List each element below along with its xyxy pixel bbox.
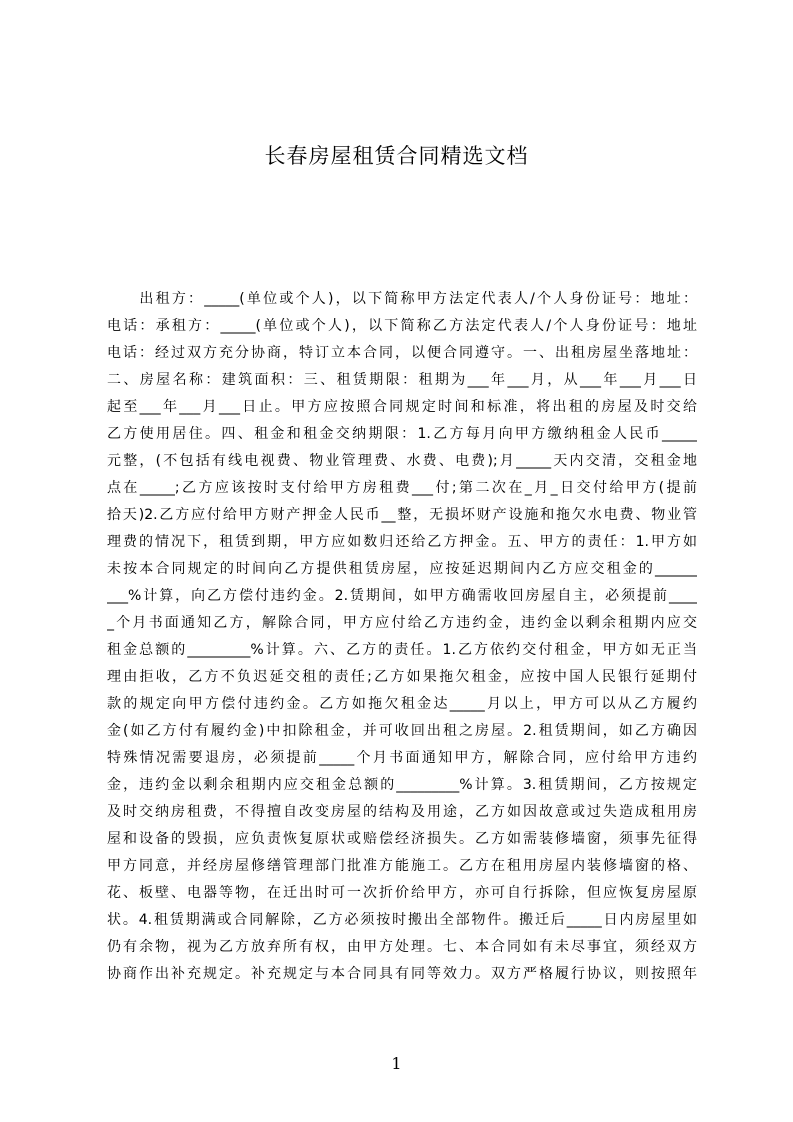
body-line: 拾天)2.乙方应付给甲方财产押金人民币__整，无损坏财产设施和拖欠水电费、物业管: [107, 507, 697, 523]
body-line: 点在_____;乙方应该按时支付给甲方房租费___付;第二次在_月_日交付给甲方(提前: [107, 480, 697, 496]
body-line: 理由拒收，乙方不负迟延交租的责任;乙方如果拖欠租金，应按中国人民银行延期付: [107, 669, 697, 685]
body-line: 仍有余物，视为乙方放弃所有权，由甲方处理。七、本合同如有未尽事宜，须经双方: [107, 939, 697, 955]
body-line: 状。4.租赁期满或合同解除，乙方必须按时搬出全部物件。搬迁后_____日内房屋里如: [107, 912, 697, 928]
body-line: 花、板壁、电器等物，在迁出时可一次折价给甲方，亦可自行拆除，但应恢复房屋原: [107, 885, 697, 901]
body-line: 乙方使用居住。四、租金和租金交纳期限：1.乙方每月向甲方缴纳租金人民币_____: [107, 426, 697, 442]
body-line: 及时交纳房租费，不得擅自改变房屋的结构及用途，乙方如因故意或过失造成租用房: [107, 804, 697, 820]
body-line: 金，违约金以剩余租期内应交租金总额的_________%计算。3.租赁期间，乙方按规定: [107, 777, 697, 793]
body-line: 特殊情况需要退房，必须提前_____个月书面通知甲方，解除合同，应付给甲方违约: [107, 750, 697, 766]
body-line: 甲方同意，并经房屋修缮管理部门批准方能施工。乙方在租用房屋内装修墙窗的格、: [107, 858, 697, 874]
page-number: 1: [391, 1054, 402, 1073]
body-line: 协商作出补充规定。补充规定与本合同具有同等效力。双方严格履行协议，则按照年: [107, 966, 697, 982]
page-title: 长春房屋租赁合同精选文档: [264, 144, 529, 168]
body-line: 屋和设备的毁损，应负责恢复原状或赔偿经济损失。乙方如需装修墙窗，须事先征得: [107, 831, 697, 847]
body-line: 元整，(不包括有线电视费、物业管理费、水费、电费);月_____天内交清，交租金地: [107, 453, 697, 469]
body-line: ___%计算，向乙方偿付违约金。2.赁期间，如甲方确需收回房屋自主，必须提前____: [107, 588, 697, 604]
body-line: 金(如乙方付有履约金)中扣除租金，并可收回出租之房屋。2.租赁期间，如乙方确因: [107, 723, 697, 739]
body-line: _个月书面通知乙方，解除合同，甲方应付给乙方违约金，违约金以剩余租期内应交: [107, 615, 697, 631]
body-line: 起至___年___月___日止。甲方应按照合同规定时间和标准，将出租的房屋及时交给: [107, 399, 697, 415]
body-line: 二、房屋名称：建筑面积：三、租赁期限：租期为___年___月，从___年___月___日: [107, 372, 697, 388]
body-line: 未按本合同规定的时间向乙方提供租赁房屋，应按延迟期间内乙方应交租金的______: [107, 561, 697, 577]
body-line: 电话：承租方：_____(单位或个人)，以下简称乙方法定代表人/个人身份证号：地址: [107, 318, 697, 334]
body-line: 租金总额的_________%计算。六、乙方的责任。1.乙方依约交付租金，甲方如无正当: [107, 642, 697, 658]
contract-body: [107, 286, 697, 1026]
body-line: 出租方：_____(单位或个人)，以下简称甲方法定代表人/个人身份证号：地址：: [107, 291, 697, 307]
body-line: 款的规定向甲方偿付违约金。乙方如拖欠租金达_____月以上，甲方可以从乙方履约: [107, 696, 697, 712]
body-line: 电话：经过双方充分协商，特订立本合同，以便合同遵守。一、出租房屋坐落地址：: [107, 345, 697, 361]
body-line: 理费的情况下，租赁到期，甲方应如数归还给乙方押金。五、甲方的责任：1.甲方如: [107, 534, 697, 550]
